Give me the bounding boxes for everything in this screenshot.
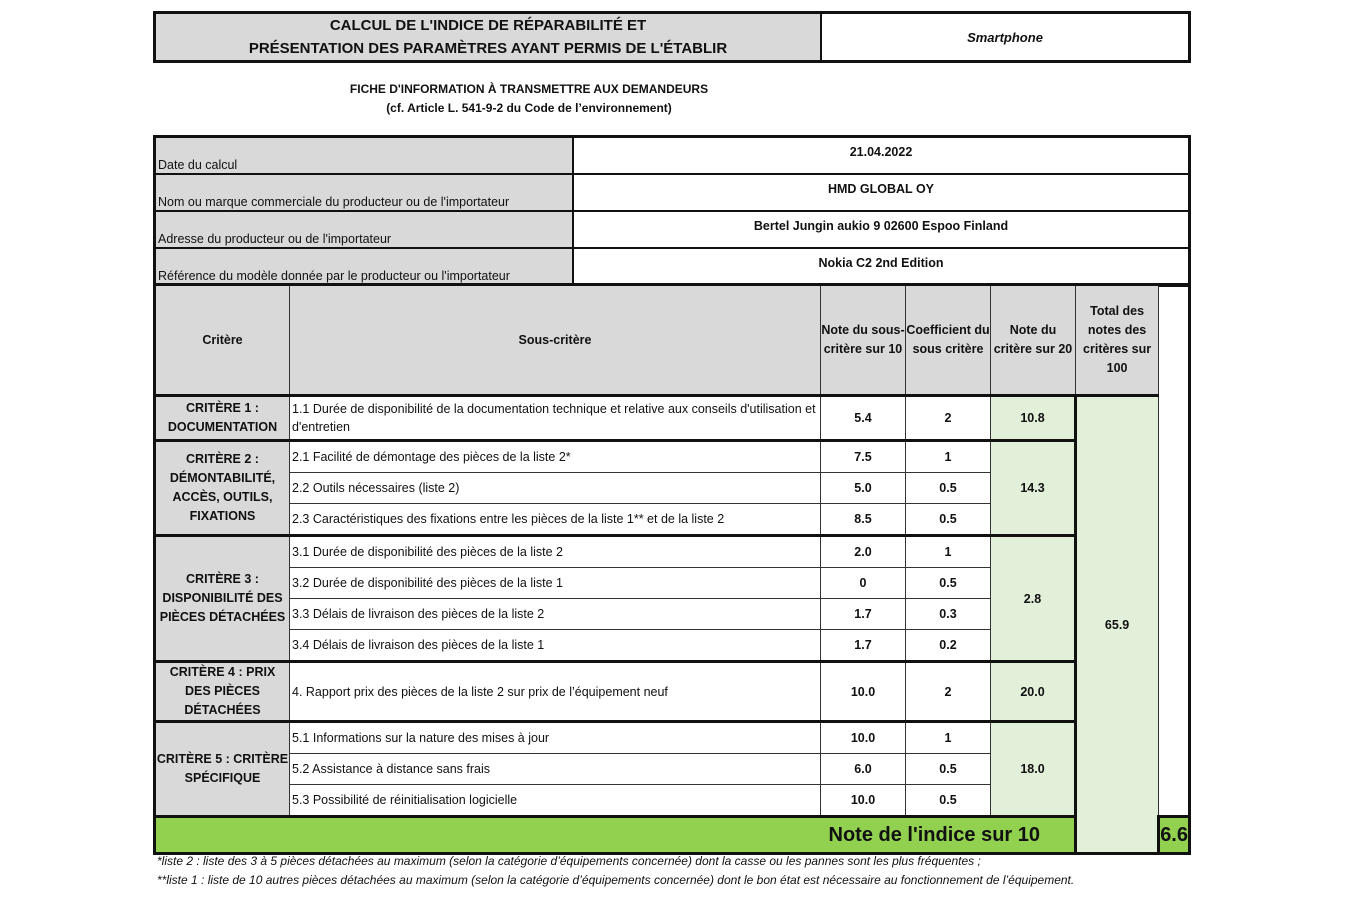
document-title <box>155 13 822 62</box>
subcriterion-note: 8.5 <box>821 504 906 536</box>
subcriterion-note: 10.0 <box>821 662 906 722</box>
final-score-label: Note de l'indice sur 10 <box>155 817 1076 854</box>
criterion-label: CRITÈRE 1 : DOCUMENTATION <box>155 396 290 441</box>
criterion-label: CRITÈRE 5 : CRITÈRE SPÉCIFIQUE <box>155 722 290 817</box>
table-row <box>155 441 1190 473</box>
subcriterion-label: 3.3 Délais de livraison des pièces de la liste 2 <box>290 599 821 630</box>
header-note-sous-critere: Note du sous-critère sur 10 <box>821 285 906 396</box>
info-row <box>155 248 1190 286</box>
score-table-header <box>155 285 1190 396</box>
subcriterion-label: 3.1 Durée de disponibilité des pièces de la liste 2 <box>290 536 821 568</box>
subcriterion-label: 2.1 Facilité de démontage des pièces de la liste 2* <box>290 441 821 473</box>
subcriterion-coef: 1 <box>906 441 991 473</box>
subcriterion-note: 6.0 <box>821 754 906 785</box>
footnote-liste-1: **liste 1 : liste de 10 autres pièces détachées au maximum (selon la catégorie d’équipements concernée) dont le bon état est nécessaire au fonctionnement de l’équipement. <box>157 873 1075 887</box>
subcriterion-label: 5.1 Informations sur la nature des mises à jour <box>290 722 821 754</box>
subcriterion-note: 0 <box>821 568 906 599</box>
subcriterion-coef: 1 <box>906 536 991 568</box>
info-label: Référence du modèle donnée par le producteur ou l'importateur <box>155 248 574 286</box>
subcriterion-coef: 0.5 <box>906 785 991 817</box>
table-row <box>155 662 1190 722</box>
table-row <box>155 396 1190 441</box>
subcriterion-note: 2.0 <box>821 536 906 568</box>
subcriterion-note: 1.7 <box>821 599 906 630</box>
fiche-line-1: FICHE D'INFORMATION À TRANSMETTRE AUX DEMANDEURS <box>349 82 709 96</box>
total-score-100: 65.9 <box>1076 396 1159 854</box>
subcriterion-note: 5.4 <box>821 396 906 441</box>
final-score-row <box>155 817 1190 854</box>
info-value: 21.04.2022 <box>573 137 1190 175</box>
info-row <box>155 211 1190 248</box>
header-sous-critere: Sous-critère <box>290 285 821 396</box>
subcriterion-note: 10.0 <box>821 722 906 754</box>
subcriterion-coef: 0.3 <box>906 599 991 630</box>
subcriterion-label: 5.2 Assistance à distance sans frais <box>290 754 821 785</box>
header-note-critere: Note du critère sur 20 <box>991 285 1076 396</box>
final-score-value: 6.6 <box>1159 817 1190 854</box>
subcriterion-coef: 1 <box>906 722 991 754</box>
info-label: Nom ou marque commerciale du producteur ou de l'importateur <box>155 174 574 211</box>
title-line-1: CALCUL DE L'INDICE DE RÉPARABILITÉ ET <box>329 17 647 34</box>
criterion-score: 20.0 <box>991 662 1076 722</box>
subcriterion-label: 2.2 Outils nécessaires (liste 2) <box>290 473 821 504</box>
footnote-liste-2: *liste 2 : liste des 3 à 5 pièces détachées au maximum (selon la catégorie d’équipements concernée) dont la casse ou les pannes sont les plus fréquentes ; <box>157 854 981 868</box>
criterion-label: CRITÈRE 3 : DISPONIBILITÉ DES PIÈCES DÉTACHÉES <box>155 536 290 662</box>
fiche-subtitle <box>153 80 905 118</box>
info-row <box>155 174 1190 211</box>
subcriterion-coef: 0.5 <box>906 504 991 536</box>
criterion-label: CRITÈRE 2 : DÉMONTABILITÉ, ACCÈS, OUTILS, FIXATIONS <box>155 441 290 536</box>
subcriterion-label: 4. Rapport prix des pièces de la liste 2 sur prix de l’équipement neuf <box>290 662 821 722</box>
info-row <box>155 137 1190 175</box>
subcriterion-label: 5.3 Possibilité de réinitialisation logicielle <box>290 785 821 817</box>
subcriterion-coef: 2 <box>906 396 991 441</box>
info-value: HMD GLOBAL OY <box>573 174 1190 211</box>
criterion-label: CRITÈRE 4 : PRIX DES PIÈCES DÉTACHÉES <box>155 662 290 722</box>
criterion-score: 14.3 <box>991 441 1076 536</box>
subcriterion-label: 2.3 Caractéristiques des fixations entre les pièces de la liste 1** et de la liste 2 <box>290 504 821 536</box>
info-value: Bertel Jungin aukio 9 02600 Espoo Finland <box>573 211 1190 248</box>
subcriterion-coef: 0.5 <box>906 568 991 599</box>
score-table <box>153 283 1191 855</box>
subcriterion-note: 7.5 <box>821 441 906 473</box>
title-line-2: PRÉSENTATION DES PARAMÈTRES AYANT PERMIS DE L'ÉTABLIR <box>248 40 728 57</box>
info-table <box>153 135 1191 287</box>
subcriterion-coef: 0.5 <box>906 473 991 504</box>
subcriterion-coef: 0.2 <box>906 630 991 662</box>
info-label: Date du calcul <box>155 137 574 175</box>
header-coefficient: Coefficient du sous critère <box>906 285 991 396</box>
table-row <box>155 722 1190 754</box>
criterion-score: 10.8 <box>991 396 1076 441</box>
footnotes <box>157 852 1074 890</box>
header-critere: Critère <box>155 285 290 396</box>
header-table <box>153 11 1191 63</box>
subcriterion-coef: 0.5 <box>906 754 991 785</box>
criterion-score: 2.8 <box>991 536 1076 662</box>
subcriterion-note: 1.7 <box>821 630 906 662</box>
info-value: Nokia C2 2nd Edition <box>573 248 1190 286</box>
info-label: Adresse du producteur ou de l'importateur <box>155 211 574 248</box>
subcriterion-note: 10.0 <box>821 785 906 817</box>
subcriterion-label: 3.4 Délais de livraison des pièces de la liste 1 <box>290 630 821 662</box>
equipment-type: Smartphone <box>821 13 1190 62</box>
subcriterion-label: 1.1 Durée de disponibilité de la documentation technique et relative aux conseils d'utilisation et d'entretien <box>290 396 821 441</box>
subcriterion-coef: 2 <box>906 662 991 722</box>
table-row <box>155 536 1190 568</box>
subcriterion-label: 3.2 Durée de disponibilité des pièces de la liste 1 <box>290 568 821 599</box>
header-total: Total des notes des critères sur 100 <box>1076 285 1159 396</box>
subcriterion-note: 5.0 <box>821 473 906 504</box>
criterion-score: 18.0 <box>991 722 1076 817</box>
fiche-line-2: (cf. Article L. 541-9-2 du Code de l’environnement) <box>386 101 672 115</box>
